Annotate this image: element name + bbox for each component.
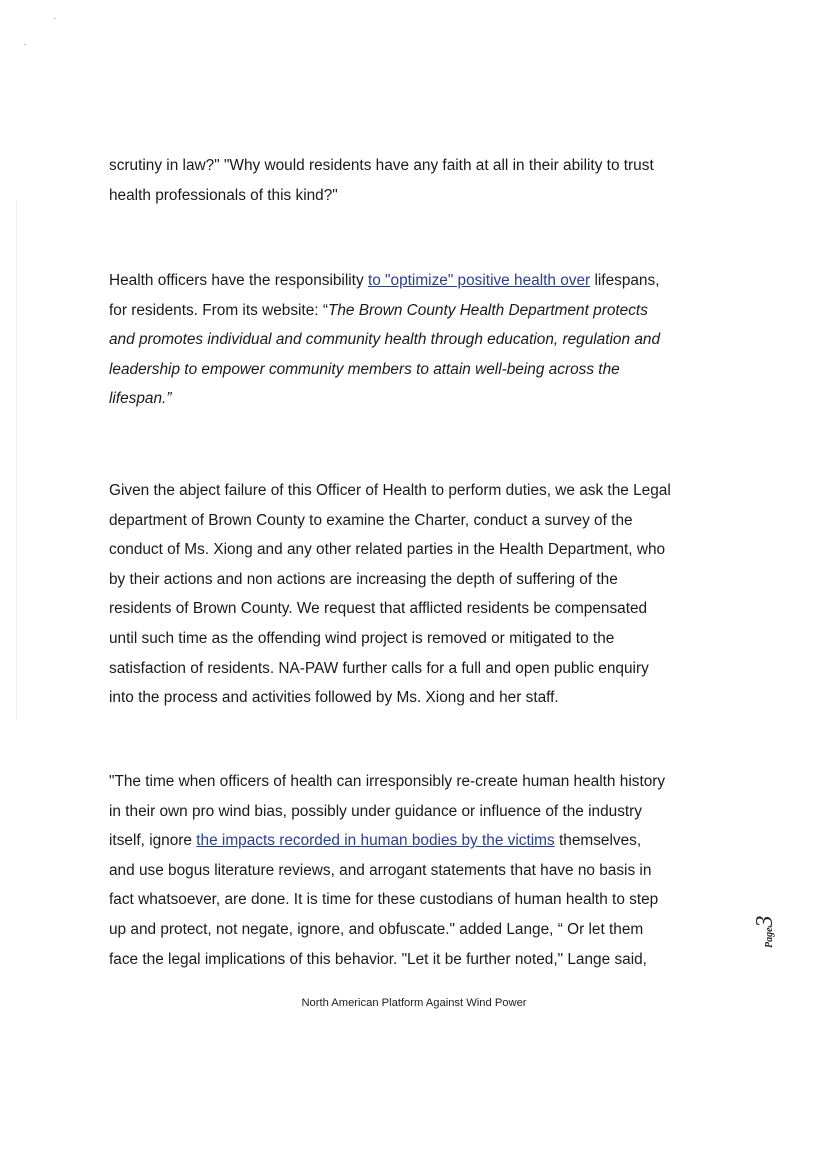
optimize-health-link[interactable]: to "optimize" positive health over [367,272,591,289]
scan-speck [24,44,26,45]
page-number-value: 3 [752,915,778,928]
quote-line: leadership to empower community members to attain well-being across the [109,360,620,378]
text-line: Given the abject failure of this Officer of Health to perform duties, we ask the Legal [109,482,671,499]
text-line: "The time when officers of health can irresponsibly re-create human health history [109,773,666,790]
text-line [109,826,739,856]
paragraph-3 [109,476,739,713]
text-line: up and protect, not negate, ignore, and obfuscate." added Lange, “ Or let them [109,920,644,938]
quote-line: lifespan.” [109,390,172,408]
text-line: residents of Brown County. We request that afflicted residents be compensated [109,600,648,618]
text-line: by their actions and non actions are increasing the depth of suffering of the [109,570,618,588]
text-fragment: for residents. From its website: “ [109,301,328,319]
page-label: Page [764,927,775,948]
text-line: in their own pro wind bias, possibly under guidance or influence of the industry [109,802,642,820]
text-line: until such time as the offending wind project is removed or mitigated to the [109,629,615,647]
page-footer: North American Platform Against Wind Power [301,997,527,1009]
text-line: department of Brown County to examine the Charter, conduct a survey of the [109,511,633,529]
quote-fragment: The Brown County Health Department protects [327,301,648,319]
victims-impacts-link[interactable]: the impacts recorded in human bodies by the victims [196,832,555,850]
text-line: satisfaction of residents. NA-PAW further calls for a full and open public enquiry [109,659,649,677]
text-line: conduct of Ms. Xiong and any other related parties in the Health Department, who [109,541,666,559]
quote-line: and promotes individual and community health through education, regulation and [109,331,661,349]
text-line [109,296,739,326]
text-line [109,266,739,296]
scan-speck [54,18,56,19]
text-fragment: Health officers have the responsibility [109,272,368,289]
text-line: and use bogus literature reviews, and arrogant statements that have no basis in [109,861,652,879]
scan-edge-shadow [16,200,17,720]
paragraph-1 [109,151,739,210]
text-line: fact whatsoever, are done. It is time for these custodians of human health to step [109,891,659,909]
text-fragment: itself, ignore [109,832,197,850]
text-line: scrutiny in law?" "Why would residents have any faith at all in their ability to trust [109,157,654,174]
text-line: face the legal implications of this behavior. "Let it be further noted," Lange said, [109,950,647,968]
paragraph-4 [109,767,739,974]
paragraph-2 [109,266,739,414]
text-line: health professionals of this kind?" [109,186,338,204]
text-line: into the process and activities followed by Ms. Xiong and her staff. [109,689,559,707]
page-number [752,915,778,948]
text-fragment: themselves, [554,832,642,850]
text-fragment: lifespans, [590,272,660,289]
